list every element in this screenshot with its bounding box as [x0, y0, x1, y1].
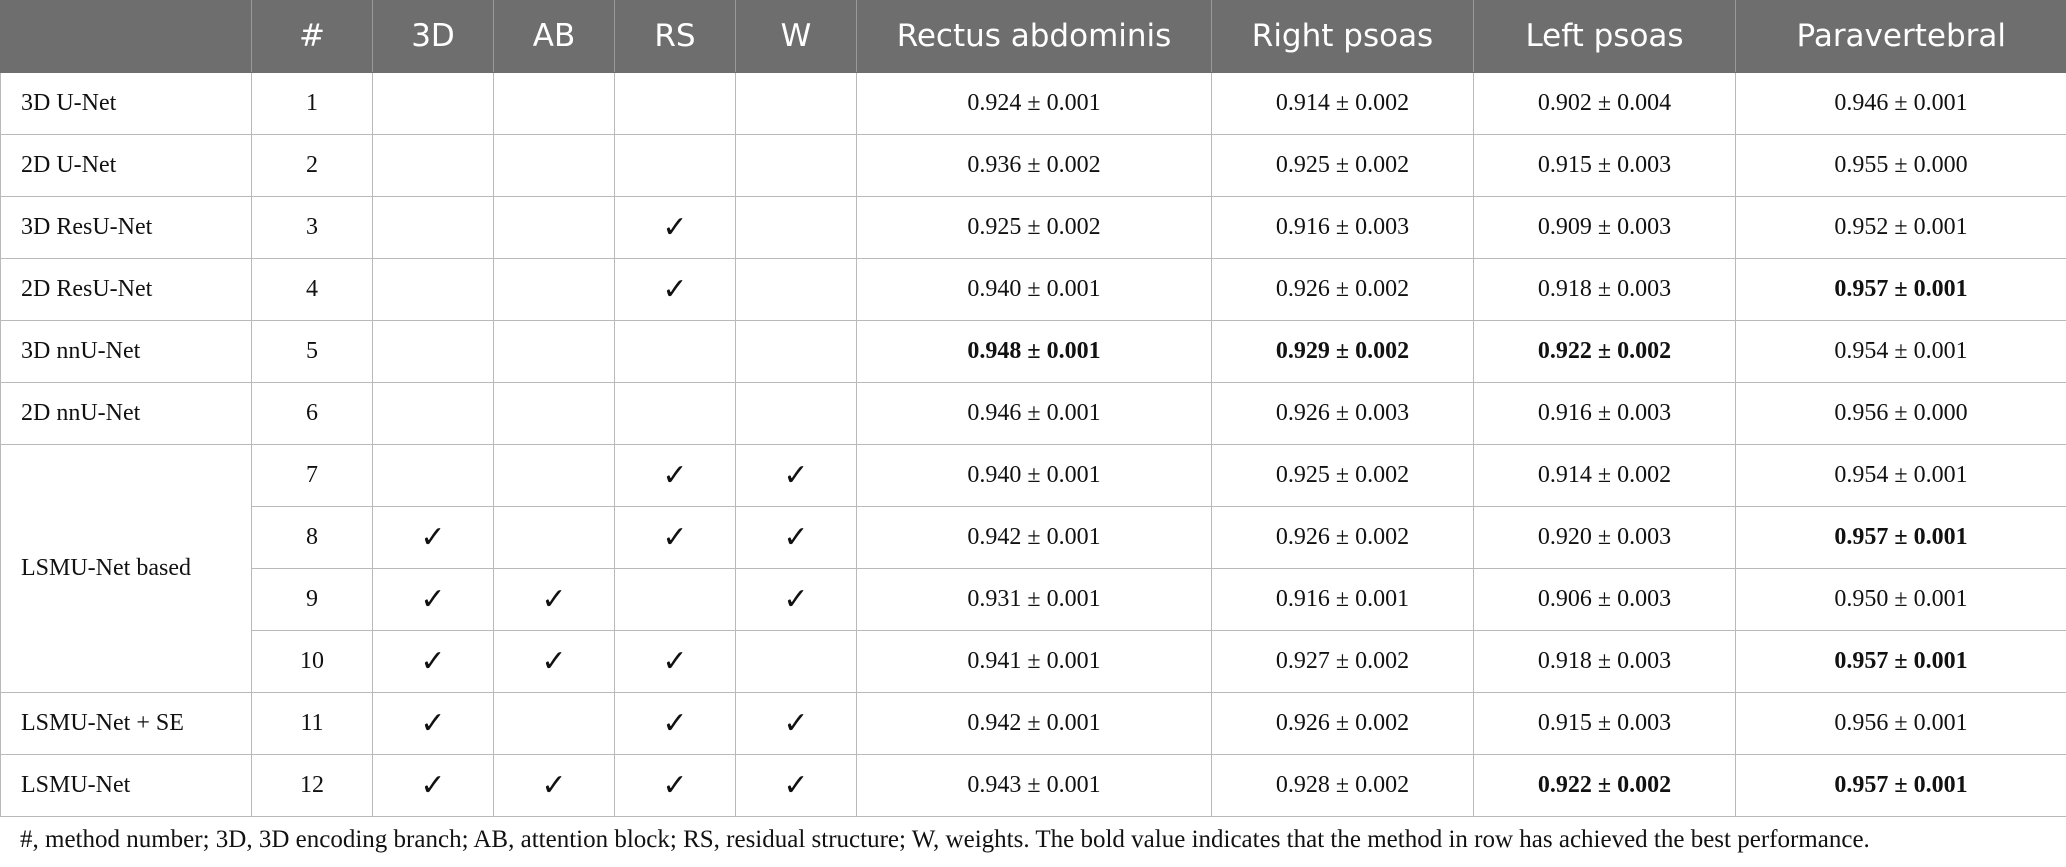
check-cell-rs [615, 197, 736, 259]
check-cell-ab [494, 445, 615, 507]
checkmark-icon: ✓ [662, 458, 688, 493]
score-value: 0.925 ± 0.002 [1275, 462, 1410, 488]
score-value: 0.926 ± 0.003 [1275, 400, 1410, 426]
check-cell-3d [373, 73, 494, 135]
score-cell-paravertebral [1736, 383, 2066, 445]
table-row [1, 197, 2066, 259]
best-score-value: 0.948 ± 0.001 [967, 338, 1101, 364]
score-cell-right-psoas [1212, 135, 1474, 197]
score-value: 0.956 ± 0.000 [1834, 400, 1968, 426]
score-cell-rectus-abdominis [857, 693, 1212, 755]
score-cell-rectus-abdominis [857, 259, 1212, 321]
check-cell-3d [373, 197, 494, 259]
score-value: 0.943 ± 0.001 [967, 772, 1101, 798]
check-cell-w [736, 507, 857, 569]
score-value: 0.925 ± 0.002 [1275, 152, 1410, 178]
check-cell-rs [615, 693, 736, 755]
method-number-cell: 4 [252, 259, 373, 321]
check-cell-3d [373, 693, 494, 755]
header-rs: RS [615, 0, 736, 73]
method-number-cell: 8 [252, 507, 373, 569]
method-name-cell: 3D U-Net [1, 73, 252, 135]
checkmark-icon: ✓ [541, 582, 567, 617]
header-paravertebral: Paravertebral [1736, 0, 2066, 73]
method-number-cell: 12 [252, 755, 373, 817]
checkmark-icon: ✓ [541, 768, 567, 803]
score-value: 0.928 ± 0.002 [1275, 772, 1410, 798]
score-value: 0.954 ± 0.001 [1834, 462, 1968, 488]
checkmark-icon: ✓ [662, 210, 688, 245]
score-value: 0.916 ± 0.001 [1275, 586, 1410, 612]
table-row [1, 569, 2066, 631]
header-left-psoas: Left psoas [1474, 0, 1736, 73]
score-value: 0.926 ± 0.002 [1275, 276, 1410, 302]
check-cell-ab [494, 259, 615, 321]
method-number-cell: 11 [252, 693, 373, 755]
method-number-cell: 10 [252, 631, 373, 693]
check-cell-rs [615, 73, 736, 135]
score-cell-rectus-abdominis [857, 755, 1212, 817]
score-value: 0.916 ± 0.003 [1275, 214, 1410, 240]
header-method [1, 0, 252, 73]
score-cell-left-psoas [1474, 445, 1736, 507]
score-cell-rectus-abdominis [857, 569, 1212, 631]
check-cell-ab [494, 569, 615, 631]
score-value: 0.916 ± 0.003 [1537, 400, 1672, 426]
check-cell-w [736, 259, 857, 321]
method-name-cell: 2D U-Net [1, 135, 252, 197]
check-cell-3d [373, 259, 494, 321]
check-cell-w [736, 321, 857, 383]
check-cell-rs [615, 321, 736, 383]
check-cell-w [736, 569, 857, 631]
score-value: 0.931 ± 0.001 [967, 586, 1101, 612]
score-cell-paravertebral [1736, 755, 2066, 817]
score-cell-rectus-abdominis [857, 135, 1212, 197]
check-cell-rs [615, 631, 736, 693]
score-cell-left-psoas [1474, 135, 1736, 197]
check-cell-rs [615, 507, 736, 569]
table-row [1, 73, 2066, 135]
check-cell-w [736, 73, 857, 135]
method-name-cell: 3D ResU-Net [1, 197, 252, 259]
checkmark-icon: ✓ [662, 768, 688, 803]
score-cell-rectus-abdominis [857, 383, 1212, 445]
check-cell-ab [494, 631, 615, 693]
check-cell-ab [494, 693, 615, 755]
score-cell-rectus-abdominis [857, 631, 1212, 693]
checkmark-icon: ✓ [783, 706, 809, 741]
best-score-value: 0.929 ± 0.002 [1275, 338, 1410, 364]
check-cell-3d [373, 445, 494, 507]
table-footnote: #, method number; 3D, 3D encoding branch; AB, attention block; RS, residual structure; W, weights. The bold value indicates that the method in row has achieved the best performance. [20, 826, 1870, 853]
checkmark-icon: ✓ [783, 458, 809, 493]
score-cell-left-psoas [1474, 259, 1736, 321]
score-cell-left-psoas [1474, 197, 1736, 259]
check-cell-w [736, 383, 857, 445]
score-cell-paravertebral [1736, 135, 2066, 197]
score-cell-rectus-abdominis [857, 73, 1212, 135]
check-cell-ab [494, 197, 615, 259]
check-cell-w [736, 631, 857, 693]
score-cell-rectus-abdominis [857, 321, 1212, 383]
check-cell-w [736, 445, 857, 507]
check-cell-3d [373, 631, 494, 693]
score-cell-left-psoas [1474, 755, 1736, 817]
score-value: 0.915 ± 0.003 [1537, 710, 1672, 736]
method-number-cell: 5 [252, 321, 373, 383]
header-3d: 3D [373, 0, 494, 73]
method-number-cell: 7 [252, 445, 373, 507]
check-cell-3d [373, 755, 494, 817]
header-ab: AB [494, 0, 615, 73]
best-score-value: 0.957 ± 0.001 [1834, 648, 1968, 674]
best-score-value: 0.957 ± 0.001 [1834, 772, 1968, 798]
check-cell-ab [494, 73, 615, 135]
method-name-cell: LSMU-Net [1, 755, 252, 817]
table-row [1, 135, 2066, 197]
score-value: 0.952 ± 0.001 [1834, 214, 1968, 240]
method-number-cell: 1 [252, 73, 373, 135]
score-value: 0.926 ± 0.002 [1275, 710, 1410, 736]
score-value: 0.940 ± 0.001 [967, 462, 1101, 488]
score-cell-right-psoas [1212, 569, 1474, 631]
score-cell-right-psoas [1212, 631, 1474, 693]
score-value: 0.950 ± 0.001 [1834, 586, 1968, 612]
check-cell-w [736, 755, 857, 817]
check-cell-3d [373, 135, 494, 197]
score-cell-right-psoas [1212, 321, 1474, 383]
score-cell-left-psoas [1474, 569, 1736, 631]
table-row [1, 631, 2066, 693]
score-cell-paravertebral [1736, 445, 2066, 507]
score-value: 0.925 ± 0.002 [967, 214, 1101, 240]
score-cell-left-psoas [1474, 507, 1736, 569]
score-value: 0.956 ± 0.001 [1834, 710, 1968, 736]
check-cell-rs [615, 569, 736, 631]
check-cell-3d [373, 507, 494, 569]
check-cell-rs [615, 135, 736, 197]
method-number-cell: 2 [252, 135, 373, 197]
checkmark-icon: ✓ [420, 644, 446, 679]
checkmark-icon: ✓ [662, 520, 688, 555]
score-cell-rectus-abdominis [857, 445, 1212, 507]
check-cell-3d [373, 383, 494, 445]
score-value: 0.954 ± 0.001 [1834, 338, 1968, 364]
score-cell-right-psoas [1212, 507, 1474, 569]
best-score-value: 0.957 ± 0.001 [1834, 276, 1968, 302]
check-cell-rs [615, 383, 736, 445]
table-row [1, 755, 2066, 817]
score-cell-right-psoas [1212, 755, 1474, 817]
score-value: 0.936 ± 0.002 [967, 152, 1101, 178]
table-row [1, 693, 2066, 755]
check-cell-ab [494, 507, 615, 569]
score-cell-left-psoas [1474, 693, 1736, 755]
checkmark-icon: ✓ [420, 768, 446, 803]
checkmark-icon: ✓ [662, 272, 688, 307]
table-row [1, 507, 2066, 569]
header-rectus-abdominis: Rectus abdominis [857, 0, 1212, 73]
score-cell-right-psoas [1212, 197, 1474, 259]
score-value: 0.941 ± 0.001 [967, 648, 1101, 674]
score-cell-left-psoas [1474, 321, 1736, 383]
score-value: 0.914 ± 0.002 [1537, 462, 1672, 488]
method-name-cell: 2D ResU-Net [1, 259, 252, 321]
method-name-cell: 2D nnU-Net [1, 383, 252, 445]
table-row [1, 383, 2066, 445]
score-value: 0.946 ± 0.001 [1834, 90, 1968, 116]
best-score-value: 0.922 ± 0.002 [1537, 338, 1672, 364]
score-value: 0.946 ± 0.001 [967, 400, 1101, 426]
score-value: 0.906 ± 0.003 [1537, 586, 1672, 612]
check-cell-rs [615, 755, 736, 817]
method-number-cell: 3 [252, 197, 373, 259]
check-cell-rs [615, 445, 736, 507]
check-cell-ab [494, 755, 615, 817]
header-w: W [736, 0, 857, 73]
score-cell-paravertebral [1736, 197, 2066, 259]
score-cell-left-psoas [1474, 631, 1736, 693]
score-cell-right-psoas [1212, 693, 1474, 755]
checkmark-icon: ✓ [662, 644, 688, 679]
score-cell-right-psoas [1212, 259, 1474, 321]
best-score-value: 0.922 ± 0.002 [1537, 772, 1672, 798]
checkmark-icon: ✓ [783, 768, 809, 803]
score-value: 0.902 ± 0.004 [1537, 90, 1672, 116]
method-number-cell: 9 [252, 569, 373, 631]
check-cell-ab [494, 383, 615, 445]
table-row [1, 259, 2066, 321]
check-cell-rs [615, 259, 736, 321]
score-value: 0.924 ± 0.001 [967, 90, 1101, 116]
method-number-cell: 6 [252, 383, 373, 445]
check-cell-ab [494, 321, 615, 383]
score-value: 0.909 ± 0.003 [1537, 214, 1672, 240]
score-value: 0.920 ± 0.003 [1537, 524, 1672, 550]
check-cell-w [736, 135, 857, 197]
score-cell-paravertebral [1736, 259, 2066, 321]
header-number: # [252, 0, 373, 73]
method-name-cell: LSMU-Net + SE [1, 693, 252, 755]
score-cell-right-psoas [1212, 383, 1474, 445]
header-right-psoas: Right psoas [1212, 0, 1474, 73]
header-row [1, 0, 2066, 73]
check-cell-ab [494, 135, 615, 197]
check-cell-3d [373, 569, 494, 631]
score-value: 0.918 ± 0.003 [1537, 648, 1672, 674]
score-cell-paravertebral [1736, 507, 2066, 569]
checkmark-icon: ✓ [420, 706, 446, 741]
table-body [1, 73, 2066, 817]
score-cell-left-psoas [1474, 383, 1736, 445]
score-value: 0.915 ± 0.003 [1537, 152, 1672, 178]
score-cell-right-psoas [1212, 445, 1474, 507]
score-value: 0.927 ± 0.002 [1275, 648, 1410, 674]
method-name-cell: 3D nnU-Net [1, 321, 252, 383]
check-cell-w [736, 197, 857, 259]
checkmark-icon: ✓ [662, 706, 688, 741]
table-row [1, 321, 2066, 383]
score-cell-right-psoas [1212, 73, 1474, 135]
score-cell-paravertebral [1736, 631, 2066, 693]
checkmark-icon: ✓ [783, 520, 809, 555]
score-cell-paravertebral [1736, 569, 2066, 631]
score-value: 0.918 ± 0.003 [1537, 276, 1672, 302]
score-value: 0.926 ± 0.002 [1275, 524, 1410, 550]
score-value: 0.942 ± 0.001 [967, 524, 1101, 550]
score-value: 0.940 ± 0.001 [967, 276, 1101, 302]
checkmark-icon: ✓ [783, 582, 809, 617]
method-name-cell: LSMU-Net based [1, 445, 252, 693]
score-value: 0.955 ± 0.000 [1834, 152, 1968, 178]
score-cell-paravertebral [1736, 693, 2066, 755]
score-cell-paravertebral [1736, 73, 2066, 135]
score-value: 0.914 ± 0.002 [1275, 90, 1410, 116]
check-cell-3d [373, 321, 494, 383]
checkmark-icon: ✓ [541, 644, 567, 679]
score-cell-rectus-abdominis [857, 197, 1212, 259]
score-value: 0.942 ± 0.001 [967, 710, 1101, 736]
checkmark-icon: ✓ [420, 582, 446, 617]
checkmark-icon: ✓ [420, 520, 446, 555]
check-cell-w [736, 693, 857, 755]
best-score-value: 0.957 ± 0.001 [1834, 524, 1968, 550]
score-cell-paravertebral [1736, 321, 2066, 383]
score-cell-rectus-abdominis [857, 507, 1212, 569]
score-cell-left-psoas [1474, 73, 1736, 135]
table-row [1, 445, 2066, 507]
